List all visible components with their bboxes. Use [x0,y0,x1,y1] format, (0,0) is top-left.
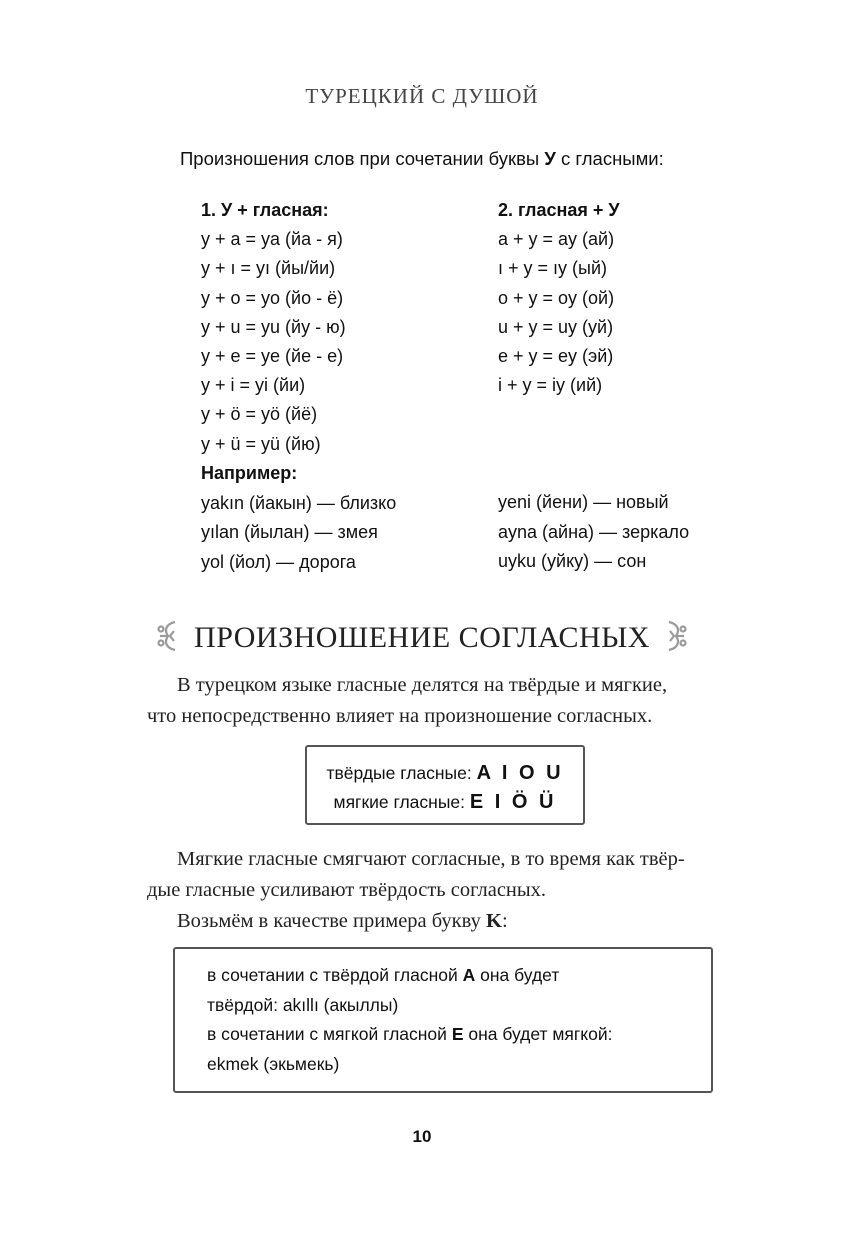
example-row: yılan (йылан) — змея [201,522,378,542]
example-letter: K [485,910,502,932]
combination-row: i + y = iy (ий) [498,375,603,396]
combination-row: y + u = yu (йу - ю) [201,316,346,337]
example-row: yakın (йакын) — близко [201,492,397,513]
paragraph-vowels-line1: В турецком языке гласные делятся на твёрдые и мягкие, [177,674,668,696]
intro-letter: У [544,148,556,169]
soft-vowels-label: мягкие гласные: [333,792,465,812]
k-box-line3-after: она будет мягкой: [463,1024,613,1044]
examples-heading: Например: [201,463,298,483]
hard-vowels-letters: A I O U [476,762,564,784]
intro-text-before: Произношения слов при сочетании буквы [180,148,545,169]
combination-row: a + y = ay (ай) [498,229,615,250]
k-box-line2: твёрдой: akıllı (акыллы) [207,994,399,1015]
k-box-line3 [207,1020,691,1050]
combinations-left [201,196,346,459]
paragraph-consonants [147,844,747,937]
combinations-right [498,196,620,400]
k-box-line1-before: в сочетании с твёрдой гласной [207,965,463,985]
ornament-right-icon [664,619,688,661]
intro-line [180,148,664,170]
section-title: ПРОИЗНОШЕНИЕ СОГЛАСНЫХ [194,620,650,654]
example-intro: Возьмём в качестве примера букву [177,910,486,932]
combination-row: y + ı = yı (йы/йи) [201,258,336,279]
intro-text-after: с гласными: [555,148,664,169]
k-box-line3-before: в сочетании с мягкой гласной [207,1024,452,1044]
example-row: yeni (йени) — новый [498,492,669,512]
combination-row: o + y = oy (ой) [498,287,615,308]
paragraph-consonants-line3 [147,906,747,937]
combination-row: e + y = ey (эй) [498,346,614,367]
soft-vowels-letters: E I Ö Ü [469,791,557,813]
paragraph-consonants-line1: Мягкие гласные смягчают согласные, в то время как твёр- [177,848,685,870]
paragraph-consonants-line2: дые гласные усиливают твёрдость согласных. [147,879,547,901]
soft-vowels-line [307,788,583,817]
k-example-box [173,947,713,1093]
examples-left [201,459,396,577]
examples-right [498,488,689,577]
example-colon: : [501,910,508,932]
k-box-line4: ekmek (экьмекь) [207,1053,340,1074]
running-head: ТУРЕЦКИЙ С ДУШОЙ [305,84,539,108]
ornament-left-icon [156,619,180,661]
combination-row: y + ü = yü (йю) [201,433,321,454]
combination-row: y + o = yo (йо - ё) [201,287,344,308]
paragraph-vowels-line2: что непосредственно влияет на произношение согласных. [147,705,653,727]
example-row: yol (йол) — дорога [201,551,356,572]
example-row: uyku (уйку) — сон [498,551,647,571]
combination-row: u + y = uy (уй) [498,316,614,337]
hard-vowels-line [307,759,583,788]
vowel-box [305,745,585,825]
combination-row: y + a = ya (йа - я) [201,229,343,250]
page-number: 10 [412,1127,432,1146]
combinations-left-heading: 1. У + гласная: [201,200,329,220]
combination-row: ı + y = ıy (ый) [498,258,608,279]
combination-row: y + e = ye (йе - е) [201,346,344,367]
k-box-line1-after: она будет [475,965,560,985]
k-box-line1-letter: A [462,965,476,985]
combination-row: y + i = yi (йи) [201,375,306,396]
combination-row: y + ö = yö (йё) [201,404,318,425]
section-heading [0,619,844,661]
paragraph-vowels [147,670,747,732]
combinations-right-heading: 2. гласная + У [498,200,620,220]
hard-vowels-label: твёрдые гласные: [326,763,472,783]
k-box-line3-letter: E [451,1024,464,1044]
k-box-line1 [207,961,691,991]
example-row: ayna (айна) — зеркало [498,521,690,542]
